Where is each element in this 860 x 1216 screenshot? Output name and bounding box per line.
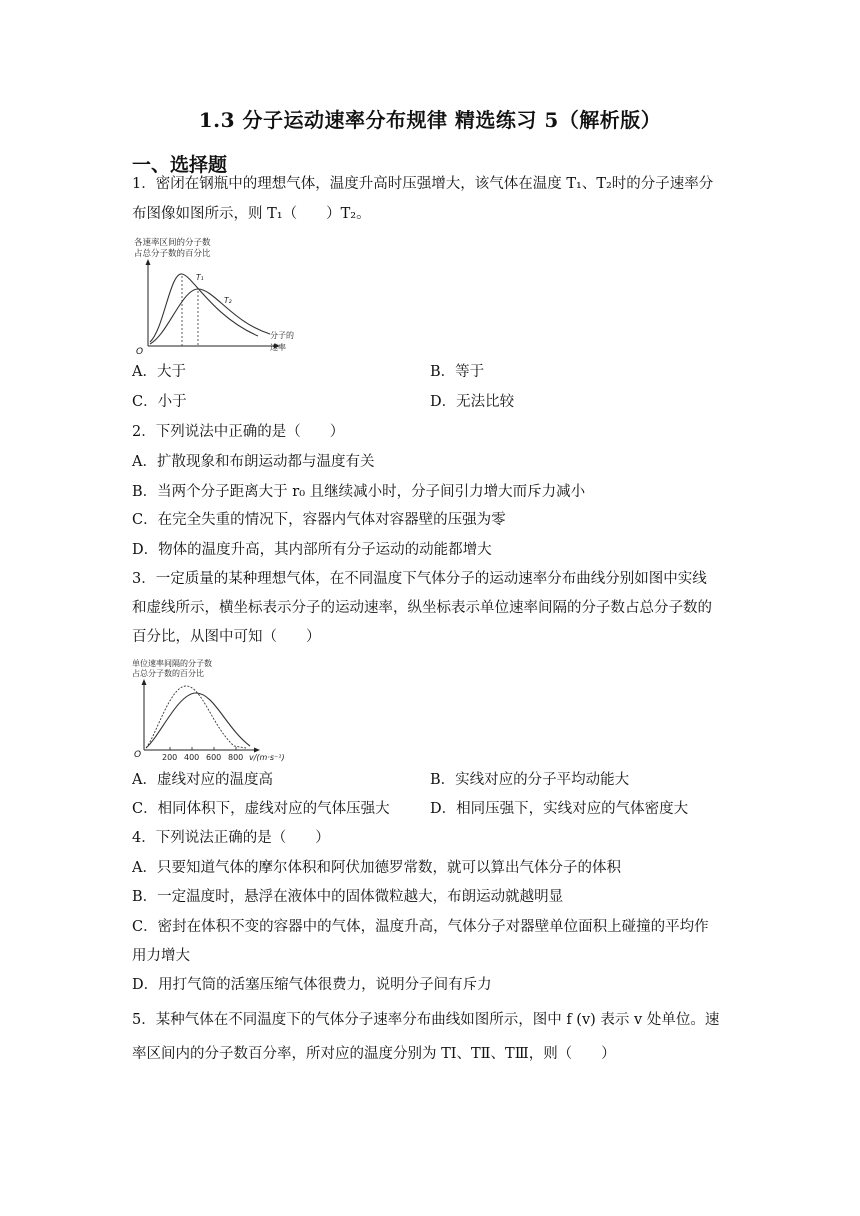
q1-origin: O: [136, 347, 144, 357]
q5-stem-line1: 5．某种气体在不同温度下的气体分子速率分布曲线如图所示，图中 f (v) 表示 v 处单位。速: [132, 1012, 720, 1028]
q3-y-arrow: [142, 679, 147, 685]
q1-y-arrow: [146, 259, 151, 265]
q3-solid-curve: [146, 693, 250, 748]
q2-option-a: A．扩散现象和布朗运动都与温度有关: [132, 454, 375, 470]
q1-label-t1: T₁: [196, 273, 204, 282]
q3-figure: [130, 656, 290, 764]
q1-option-b: B．等于: [430, 364, 485, 380]
q1-label-t2: T₂: [224, 296, 232, 305]
q3-tick-600: 600: [206, 753, 222, 762]
q1-curve-t1: [150, 274, 258, 342]
q3-option-c: C．相同体积下，虚线对应的气体压强大: [132, 801, 390, 817]
q5-stem-line2: 率区间内的分子数百分率，所对应的温度分别为 TⅠ、TⅡ、TⅢ，则（ ）: [132, 1046, 616, 1062]
q3-option-b: B．实线对应的分子平均动能大: [430, 772, 630, 788]
q1-xlabel-line2: 速率: [270, 343, 286, 352]
q3-ylabel-line2: 占总分子数的百分比: [132, 669, 204, 678]
q1-ylabel-line2: 占总分子数的百分比: [134, 249, 211, 259]
section-heading: 一、选择题: [132, 154, 228, 176]
q1-option-a: A．大于: [132, 364, 186, 380]
q1-option-d: D．无法比较: [430, 394, 515, 410]
q3-tick-200: 200: [162, 753, 178, 762]
q4-option-c-line1: C．密封在体积不变的容器中的气体，温度升高，气体分子对器壁单位面积上碰撞的平均作: [132, 919, 709, 935]
q3-option-d: D．相同压强下，实线对应的气体密度大: [430, 801, 689, 817]
q1-ylabel-line1: 各速率区间的分子数: [134, 238, 211, 248]
q3-tick-400: 400: [184, 753, 200, 762]
q2-option-d: D．物体的温度升高，其内部所有分子运动的动能都增大: [132, 542, 492, 558]
q4-option-a: A．只要知道气体的摩尔体积和阿伏加德罗常数，就可以算出气体分子的体积: [132, 860, 621, 876]
q3-dashed-curve: [146, 686, 246, 748]
page-title: 1.3 分子运动速率分布规律 精选练习 5（解析版）: [198, 108, 662, 132]
q1-figure: [130, 234, 310, 358]
q1-stem-line2: 布图像如图所示，则 T₁（ ）T₂。: [132, 206, 371, 222]
q3-ylabel-line1: 单位速率间隔的分子数: [132, 659, 212, 668]
q1-option-c: C．小于: [132, 394, 187, 410]
q3-option-a: A．虚线对应的温度高: [132, 772, 273, 788]
q2-option-b: B．当两个分子距离大于 r₀ 且继续减小时，分子间引力增大而斥力减小: [132, 484, 586, 500]
q4-option-c-line2: 用力增大: [132, 948, 190, 964]
q2-option-c: C．在完全失重的情况下，容器内气体对容器壁的压强为零: [132, 512, 506, 528]
q1-xlabel-line1: 分子的: [270, 331, 294, 340]
q3-xlabel: v/(m·s⁻¹): [249, 753, 285, 762]
q4-option-d: D．用打气筒的活塞压缩气体很费力，说明分子间有斥力: [132, 977, 492, 993]
q2-stem: 2．下列说法中正确的是（ ）: [132, 424, 345, 440]
q3-stem-line3: 百分比，从图中可知（ ）: [132, 629, 321, 645]
q3-origin: O: [134, 750, 142, 760]
q4-option-b: B．一定温度时，悬浮在液体中的固体微粒越大，布朗运动就越明显: [132, 889, 564, 905]
q3-stem-line1: 3．一定质量的某种理想气体，在不同温度下气体分子的运动速率分布曲线分别如图中实线: [132, 571, 707, 587]
q3-tick-800: 800: [228, 753, 244, 762]
q3-x-arrow: [254, 748, 260, 753]
q3-stem-line2: 和虚线所示，横坐标表示分子的运动速率，纵坐标表示单位速率间隔的分子数占总分子数的: [132, 600, 712, 616]
q1-stem-line1: 1．密闭在钢瓶中的理想气体，温度升高时压强增大，该气体在温度 T₁、T₂时的分子速率分: [132, 176, 714, 192]
q4-stem: 4．下列说法正确的是（ ）: [132, 830, 330, 846]
